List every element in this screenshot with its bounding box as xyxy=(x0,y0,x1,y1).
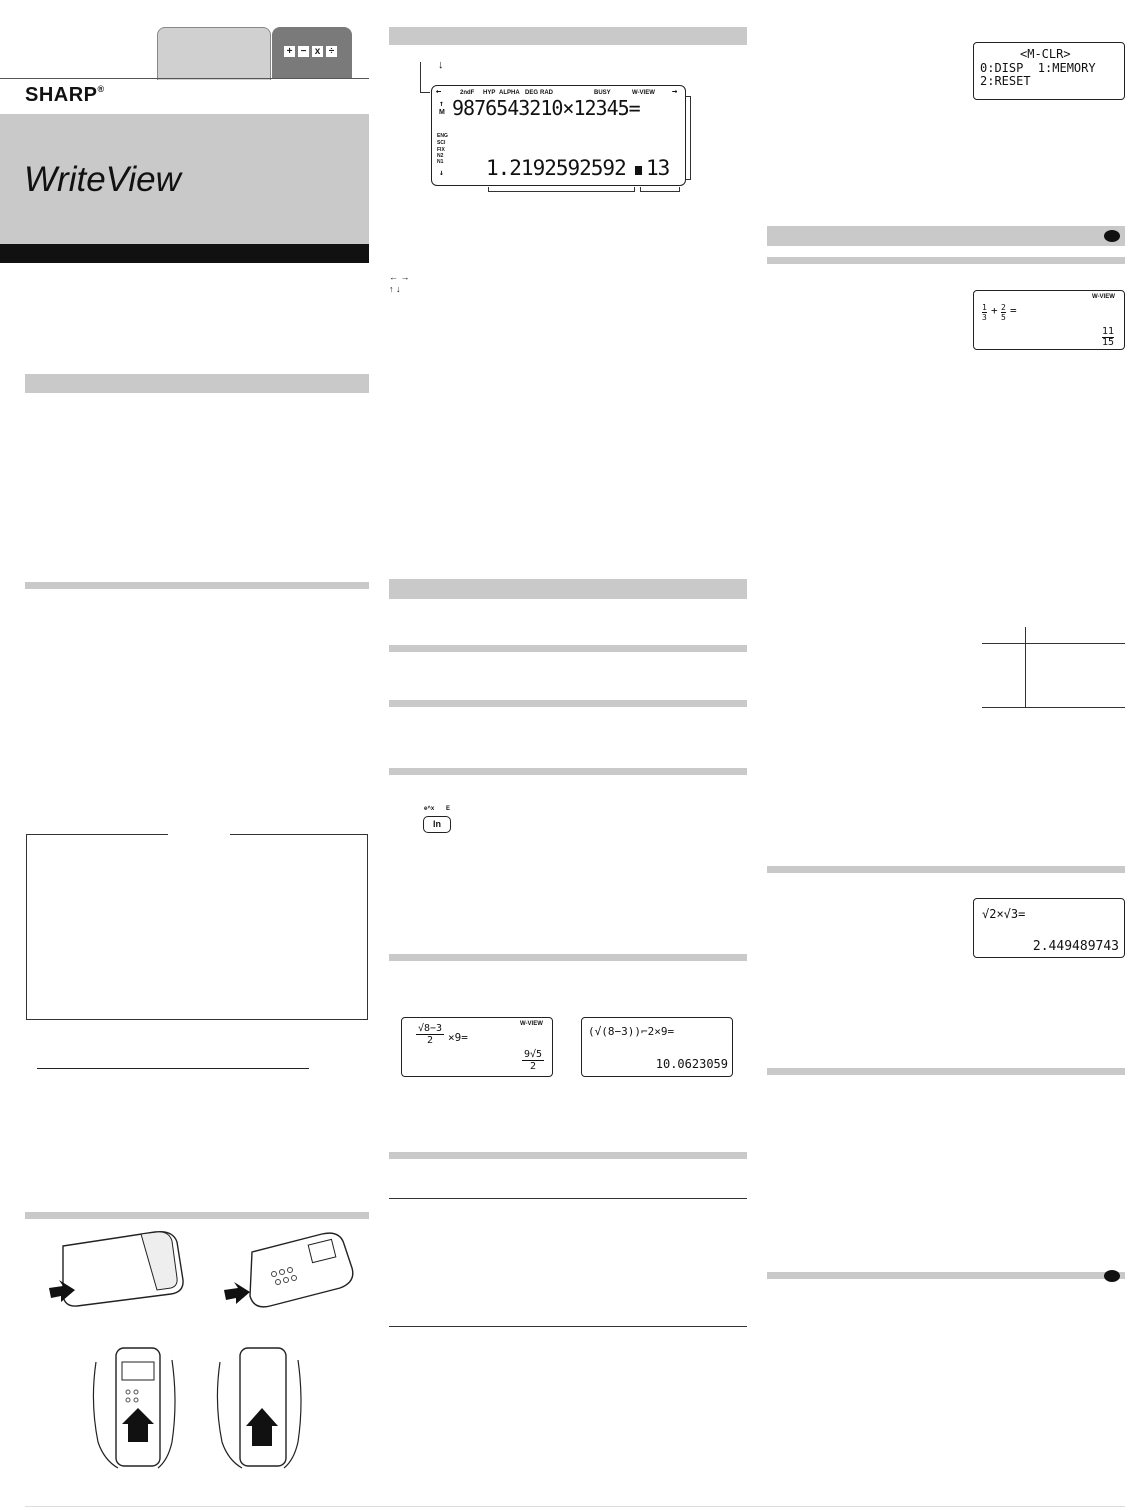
indicator-eng: ENG xyxy=(437,133,448,139)
numerator-1: 1 xyxy=(982,303,987,312)
table-top-rule xyxy=(389,1198,747,1199)
indicator-deg: DEG xyxy=(525,90,539,96)
result-numerator: 11 xyxy=(1102,326,1115,337)
sqrt-result: 2.449489743 xyxy=(1032,939,1119,954)
section-marker-icon xyxy=(1104,1270,1120,1282)
section-header-bar xyxy=(389,579,747,599)
indicator-alpha: ALPHA xyxy=(499,90,520,96)
wview-indicator: W-VIEW xyxy=(1092,294,1115,300)
indicator-n1: N1 xyxy=(437,159,444,165)
mclr-display xyxy=(973,42,1125,100)
callout-line xyxy=(420,62,421,92)
mclr-line-2: 0:DISP 1:MEMORY xyxy=(980,61,1096,75)
indicator-fix: FIX xyxy=(437,147,445,153)
fraction-denominator: 2 xyxy=(427,1035,434,1046)
expression-tail: ×9= xyxy=(448,1031,468,1044)
denominator-1: 3 xyxy=(982,313,987,322)
callout-arrow-icon: ↓ xyxy=(438,59,444,71)
underline-rule xyxy=(37,1068,309,1069)
line-entry: (√(8−3))⌐2×9= xyxy=(588,1025,675,1038)
ln-key[interactable]: ln xyxy=(423,816,451,833)
fraction-result xyxy=(1102,327,1114,348)
up-arrow-icon: ↑ xyxy=(439,99,444,108)
callout-line xyxy=(420,92,430,93)
bottom-edge-rule xyxy=(25,1506,1125,1507)
section-header-bar xyxy=(389,700,747,707)
section-header-bar xyxy=(767,257,1125,264)
exponent-marker xyxy=(635,166,642,175)
fraction-two-fifths xyxy=(1001,303,1006,322)
numerator-2: 2 xyxy=(1001,303,1006,312)
section-header-bar xyxy=(389,1152,747,1159)
equals-sign: = xyxy=(1010,304,1017,317)
sqrt-fraction xyxy=(416,1023,444,1046)
section-header-bar xyxy=(767,866,1125,873)
table-bottom-rule xyxy=(389,1326,747,1327)
ln-key-alpha-function: E xyxy=(446,806,451,812)
notice-box xyxy=(26,834,368,1020)
exponent-bracket xyxy=(640,187,680,192)
left-arrow-icon: ← xyxy=(436,87,442,97)
result-numerator: 9√5 xyxy=(524,1049,543,1060)
wview-indicator: W-VIEW xyxy=(520,1021,543,1027)
operator-icons xyxy=(284,46,337,57)
section-header-bar xyxy=(767,226,1125,246)
indicator-n2: N2 xyxy=(437,153,444,159)
fraction-one-third xyxy=(982,303,987,322)
main-display xyxy=(431,85,686,186)
result-exponent: 13 xyxy=(646,156,670,180)
section-header-bar xyxy=(767,1068,1125,1075)
plus-icon: + xyxy=(284,46,295,57)
notice-box-title-gap xyxy=(168,831,230,838)
fraction-numerator: √8−3 xyxy=(418,1023,443,1034)
line-result: 10.0623059 xyxy=(655,1057,728,1071)
section-header-bar xyxy=(25,1212,369,1219)
divide-icon: ÷ xyxy=(326,46,337,57)
writeview-example-display xyxy=(401,1017,553,1077)
hand-open-illustration xyxy=(88,1342,180,1472)
indicator-2ndf: 2ndF xyxy=(460,90,475,96)
section-header-bar xyxy=(389,27,747,45)
table-vertical-rule xyxy=(1025,627,1026,707)
plus-sign: + xyxy=(991,304,998,317)
brand-logo: SHARP® xyxy=(25,84,105,106)
section-header-bar xyxy=(389,645,747,652)
nav-arrows-ud: ↑ ↓ xyxy=(389,284,401,294)
section-header-bar xyxy=(389,768,747,775)
right-arrow-icon: → xyxy=(672,87,678,97)
mantissa-bracket xyxy=(488,187,635,192)
result-denominator: 15 xyxy=(1102,337,1115,348)
down-arrow-icon: ↓ xyxy=(439,168,444,177)
section-header-bar xyxy=(767,1272,1125,1279)
denominator-2: 5 xyxy=(1001,313,1006,322)
cover-tab-dark xyxy=(272,27,352,79)
memory-indicator: M xyxy=(439,109,445,116)
hard-cover-illustration xyxy=(45,1228,195,1308)
indicator-wview: W-VIEW xyxy=(632,90,655,96)
result-mantissa: 1.2192592592 xyxy=(486,156,626,180)
ln-key-second-function: e^x xyxy=(424,806,435,812)
table-bottom-rule xyxy=(982,707,1125,708)
mclr-line-1: <M-CLR> xyxy=(1020,47,1071,61)
indicator-rad: RAD xyxy=(540,90,553,96)
fraction-display xyxy=(973,290,1125,350)
cover-tab-light xyxy=(157,27,271,80)
result-fraction xyxy=(522,1049,544,1072)
calculator-slide-illustration xyxy=(222,1228,362,1308)
line-example-display xyxy=(581,1017,733,1077)
section-header-bar xyxy=(25,374,369,393)
minus-icon: − xyxy=(298,46,309,57)
display-bracket-right xyxy=(686,96,691,180)
result-denominator: 2 xyxy=(530,1061,537,1072)
mclr-line-3: 2:RESET xyxy=(980,74,1031,88)
cover-top-rule xyxy=(0,78,369,79)
sqrt-display xyxy=(973,898,1125,958)
section-header-bar xyxy=(389,954,747,961)
cover-black-band xyxy=(0,244,369,263)
entry-line: 9876543210×12345= xyxy=(452,96,640,120)
section-header-bar xyxy=(25,582,369,589)
indicator-sci: SCI xyxy=(437,140,446,146)
table-header-rule xyxy=(982,643,1125,644)
times-icon: x xyxy=(312,46,323,57)
indicator-hyp: HYP xyxy=(483,90,496,96)
section-marker-icon xyxy=(1104,230,1120,242)
nav-arrows-lr: ← → xyxy=(389,272,410,282)
product-title: WriteView xyxy=(24,160,181,199)
indicator-busy: BUSY xyxy=(594,90,611,96)
sqrt-entry: √2×√3= xyxy=(982,907,1026,921)
hand-close-illustration xyxy=(212,1342,304,1472)
